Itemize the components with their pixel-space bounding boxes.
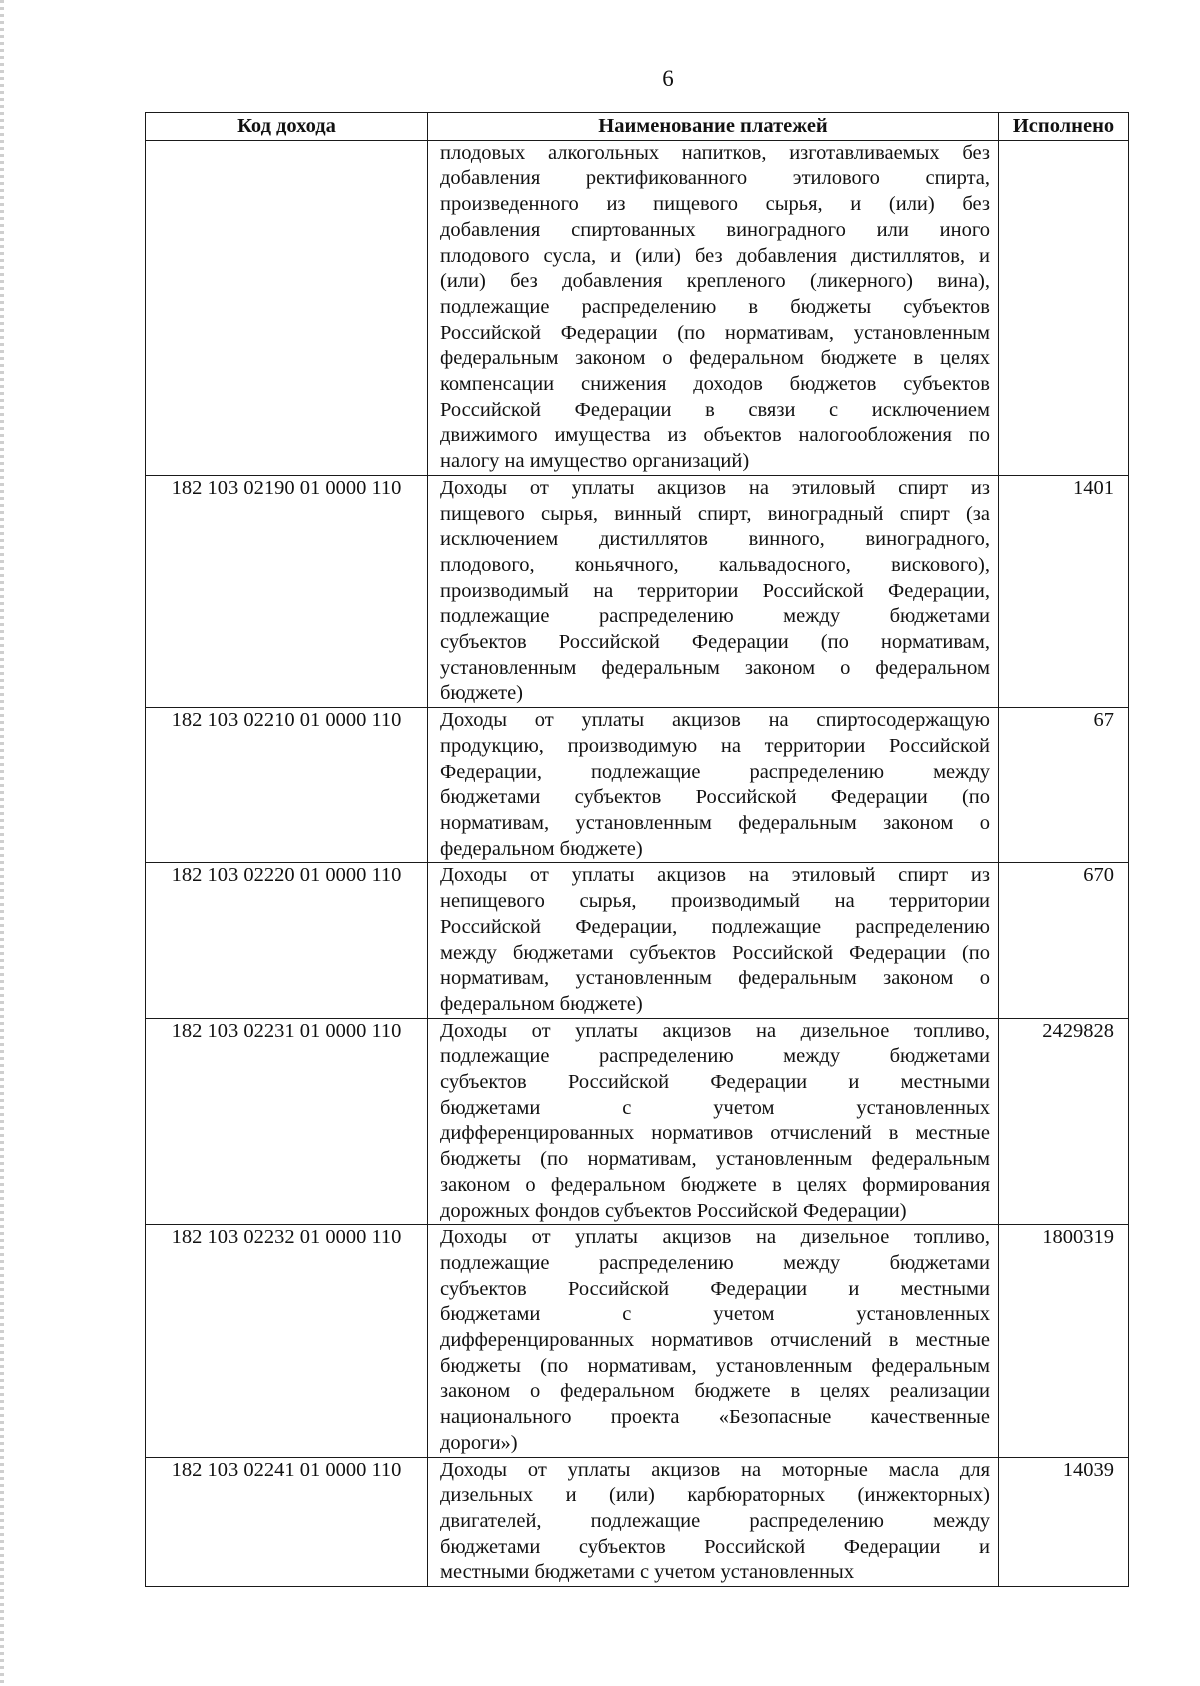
payment-name-cell — [428, 140, 999, 475]
payment-name-line: бюджеты (по нормативам, установленным федеральным — [440, 1354, 990, 1377]
income-code-cell: 182 103 02210 01 0000 110 — [146, 708, 428, 863]
income-code-cell: 182 103 02231 01 0000 110 — [146, 1018, 428, 1225]
payment-name-line: субъектов Российской Федерации и местными — [440, 1277, 990, 1300]
payment-name-cell — [428, 1457, 999, 1587]
payment-name-line: законом о федеральном бюджете в целях реализации — [440, 1380, 990, 1403]
payment-name-line: местными бюджетами с учетом установленных — [440, 1561, 855, 1584]
executed-amount-cell: 14039 — [999, 1457, 1129, 1587]
payment-name-line: непищевого сырья, производимый на территории — [440, 890, 990, 913]
payment-name-line: Доходы от уплаты акцизов на дизельное топливо, — [440, 1226, 990, 1249]
page-number: 6 — [662, 66, 674, 91]
payment-name-line: нормативам, установленным федеральным законом о — [440, 967, 990, 990]
payment-name-line: Доходы от уплаты акцизов на дизельное топливо, — [440, 1019, 990, 1042]
payment-name-line: дороги») — [440, 1431, 518, 1454]
payment-name-line: добавления спиртованных виноградного или иного — [440, 218, 990, 241]
income-code-cell: 182 103 02232 01 0000 110 — [146, 1225, 428, 1457]
payment-name-line: подлежащие распределению между бюджетами — [440, 605, 990, 628]
payment-name-line: Доходы от уплаты акцизов на этиловый спирт из — [440, 864, 990, 887]
payment-name-line: налогу на имущество организаций) — [440, 450, 750, 473]
table-body — [146, 140, 1129, 1586]
payment-name-line: Российской Федерации в связи с исключением — [440, 398, 990, 421]
payment-name-line: плодовых алкогольных напитков, изготавливаемых без — [440, 141, 990, 164]
payment-name-line: установленным федеральным законом о федеральном — [440, 656, 990, 679]
payment-name-line: Федерации, подлежащие распределению между — [440, 760, 990, 783]
payment-name-line: между бюджетами субъектов Российской Федерации (по — [440, 941, 990, 964]
payment-name-line: субъектов Российской Федерации и местными — [440, 1071, 990, 1094]
payment-name-cell — [428, 475, 999, 707]
payment-name-line: бюджетами субъектов Российской Федерации (по — [440, 786, 990, 809]
header-code: Код дохода — [146, 113, 428, 141]
header-executed: Исполнено — [999, 113, 1129, 141]
payment-name-line: Доходы от уплаты акцизов на спиртосодержащую — [440, 709, 990, 732]
payment-name-line: национального проекта «Безопасные качественные — [440, 1406, 990, 1429]
payment-name-line: подлежащие распределению между бюджетами — [440, 1251, 990, 1274]
payment-name-cell — [428, 1018, 999, 1225]
payment-name-line: дорожных фондов субъектов Российской Федерации) — [440, 1199, 907, 1222]
revenue-table — [145, 112, 1129, 1587]
payment-name-line: Доходы от уплаты акцизов на моторные масла для — [440, 1458, 990, 1481]
payment-name-line: подлежащие распределению в бюджеты субъектов — [440, 295, 990, 318]
header-payment-name: Наименование платежей — [428, 113, 999, 141]
executed-amount-cell: 670 — [999, 863, 1129, 1018]
payment-name-cell — [428, 1225, 999, 1457]
payment-name-line: движимого имущества из объектов налогообложения по — [440, 424, 990, 447]
payment-name-line: пищевого сырья, винный спирт, виноградный спирт (за — [440, 502, 990, 525]
payment-name-line: бюджетами субъектов Российской Федерации и — [440, 1535, 990, 1558]
payment-name-line: исключением дистиллятов винного, виноградного, — [440, 528, 990, 551]
executed-amount-cell: 1800319 — [999, 1225, 1129, 1457]
payment-name-line: плодового сусла, и (или) без добавления дистиллятов, и — [440, 244, 990, 267]
table-row — [146, 708, 1129, 863]
payment-name-line: произведенного из пищевого сырья, и (или) без — [440, 193, 990, 216]
income-code-cell — [146, 140, 428, 475]
payment-name-line: компенсации снижения доходов бюджетов субъектов — [440, 373, 990, 396]
payment-name-line: Российской Федерации (по нормативам, установленным — [440, 321, 990, 344]
income-code-cell: 182 103 02220 01 0000 110 — [146, 863, 428, 1018]
payment-name-line: бюджеты (по нормативам, установленным федеральным — [440, 1148, 990, 1171]
payment-name-line: дизельных и (или) карбюраторных (инжекторных) — [440, 1484, 990, 1507]
table-row — [146, 863, 1129, 1018]
payment-name-line: плодового, коньячного, кальвадосного, вискового), — [440, 553, 990, 576]
table-row — [146, 475, 1129, 707]
payment-name-cell — [428, 863, 999, 1018]
payment-name-line: законом о федеральном бюджете в целях формирования — [440, 1173, 990, 1196]
income-code-cell: 182 103 02241 01 0000 110 — [146, 1457, 428, 1587]
payment-name-cell — [428, 708, 999, 863]
payment-name-line: бюджетами с учетом установленных — [440, 1096, 990, 1119]
executed-amount-cell: 67 — [999, 708, 1129, 863]
payment-name-line: продукцию, производимую на территории Российской — [440, 734, 990, 757]
income-code-cell: 182 103 02190 01 0000 110 — [146, 475, 428, 707]
payment-name-line: федеральном бюджете) — [440, 837, 643, 860]
table-header-row — [146, 113, 1129, 141]
payment-name-line: двигателей, подлежащие распределению между — [440, 1509, 990, 1532]
payment-name-line: федеральным законом о федеральном бюджете в целях — [440, 347, 990, 370]
table-row — [146, 1018, 1129, 1225]
payment-name-line: Доходы от уплаты акцизов на этиловый спирт из — [440, 476, 990, 499]
payment-name-line: производимый на территории Российской Федерации, — [440, 579, 990, 602]
scan-edge-artifact — [0, 0, 4, 1686]
payment-name-line: добавления ректификованного этилового спирта, — [440, 167, 990, 190]
payment-name-line: дифференцированных нормативов отчислений в местные — [440, 1329, 990, 1352]
payment-name-line: подлежащие распределению между бюджетами — [440, 1045, 990, 1068]
executed-amount-cell: 2429828 — [999, 1018, 1129, 1225]
table-row — [146, 140, 1129, 475]
executed-amount-cell: 1401 — [999, 475, 1129, 707]
payment-name-line: Российской Федерации, подлежащие распределению — [440, 915, 990, 938]
payment-name-line: нормативам, установленным федеральным законом о — [440, 811, 990, 834]
payment-name-line: (или) без добавления крепленого (ликерного) вина), — [440, 270, 990, 293]
executed-amount-cell — [999, 140, 1129, 475]
payment-name-line: бюджете) — [440, 682, 524, 705]
payment-name-line: федеральном бюджете) — [440, 992, 643, 1015]
table-row — [146, 1225, 1129, 1457]
payment-name-line: дифференцированных нормативов отчислений в местные — [440, 1122, 990, 1145]
table-row — [146, 1457, 1129, 1587]
payment-name-line: субъектов Российской Федерации (по нормативам, — [440, 631, 990, 654]
payment-name-line: бюджетами с учетом установленных — [440, 1303, 990, 1326]
